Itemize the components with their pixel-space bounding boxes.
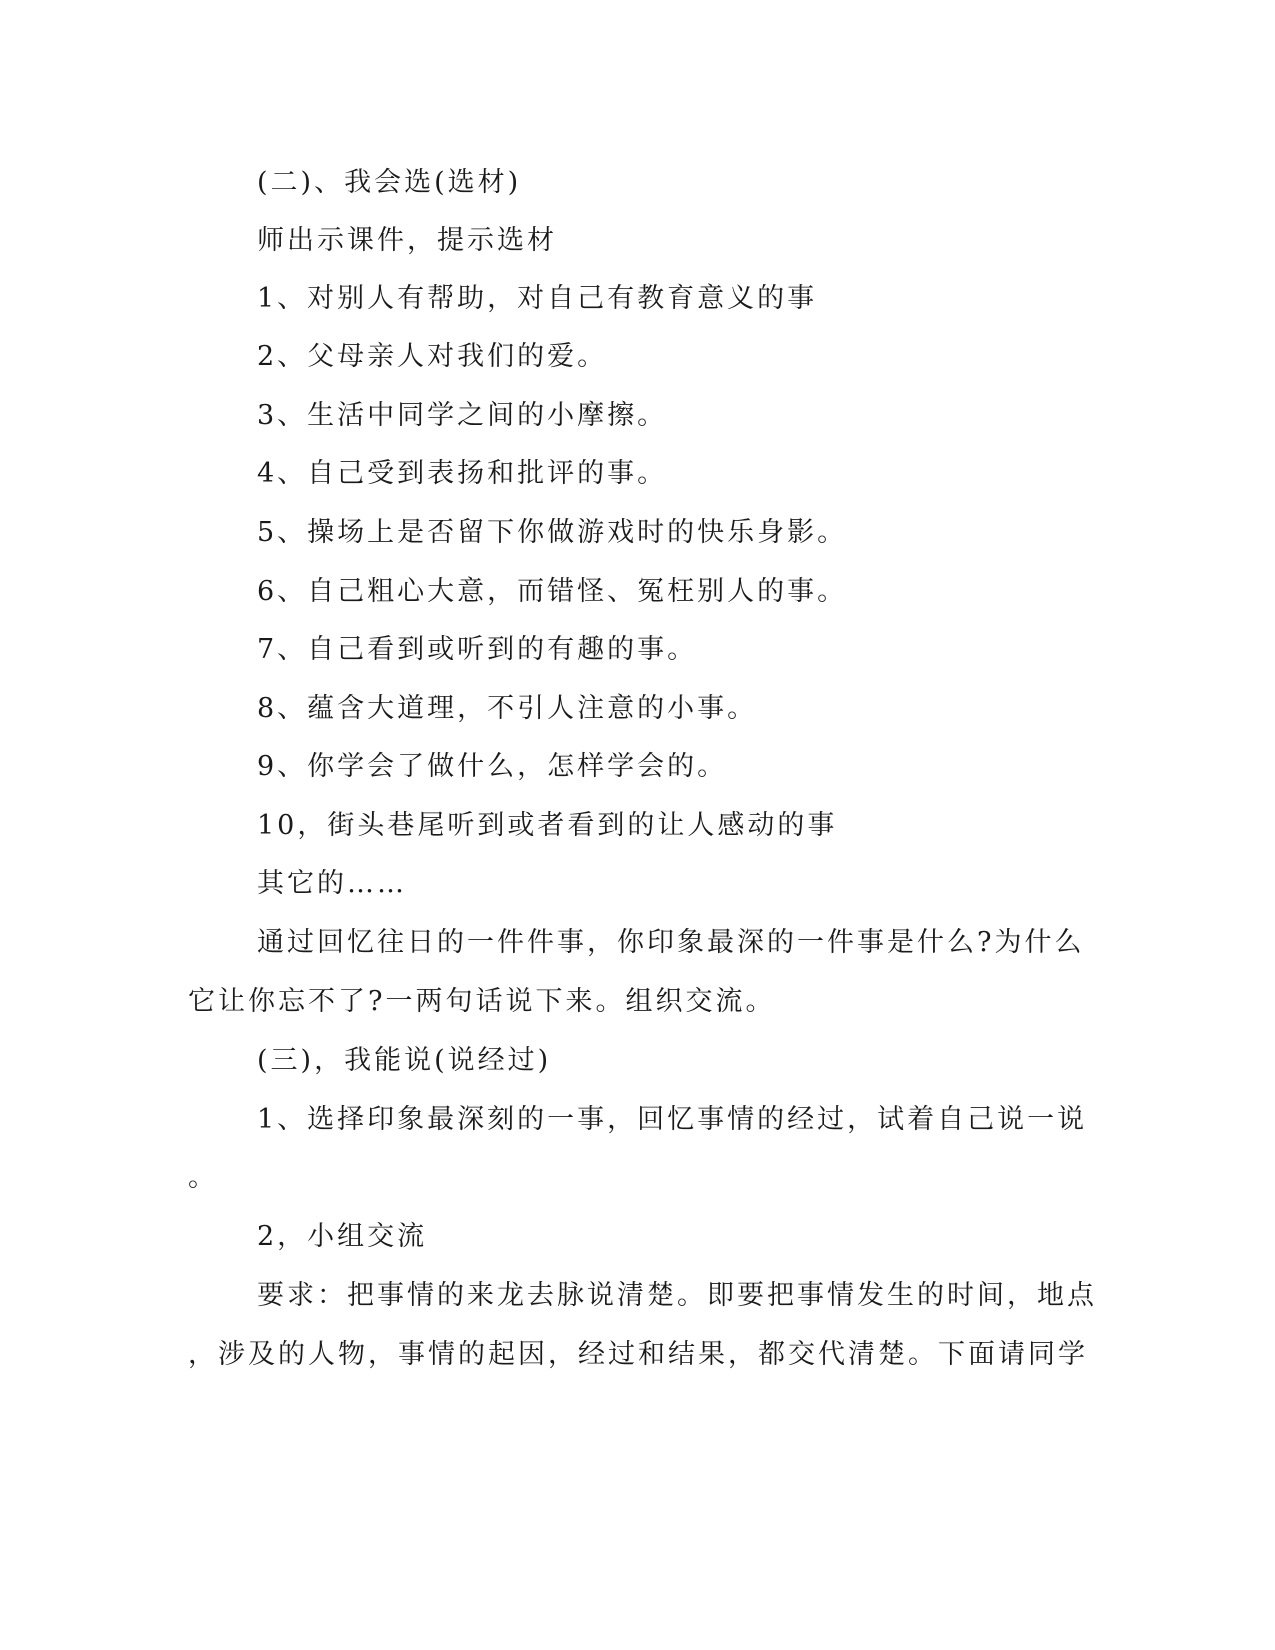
list-item: 5、操场上是否留下你做游戏时的快乐身影。 xyxy=(257,517,848,548)
list-item: 4、自己受到表扬和批评的事。 xyxy=(257,458,668,489)
paragraph-line: 。 xyxy=(188,1162,218,1193)
list-item: 10，街头巷尾听到或者看到的让人感动的事 xyxy=(257,810,838,841)
paragraph-line: 师出示课件，提示选材 xyxy=(257,225,557,256)
paragraph-line: 它让你忘不了?一两句话说下来。组织交流。 xyxy=(188,986,776,1017)
list-item: 6、自己粗心大意，而错怪、冤枉别人的事。 xyxy=(257,576,848,607)
paragraph-line: 通过回忆往日的一件件事，你印象最深的一件事是什么?为什么 xyxy=(257,927,1085,958)
paragraph-line: ，涉及的人物，事情的起因，经过和结果，都交代清楚。下面请同学 xyxy=(188,1339,1088,1370)
paragraph-line: 其它的…… xyxy=(257,868,407,899)
section-heading-narrate: (三)，我能说(说经过) xyxy=(257,1045,552,1076)
list-item: 9、你学会了做什么，怎样学会的。 xyxy=(257,751,728,782)
paragraph-line: 2，小组交流 xyxy=(257,1221,428,1252)
list-item: 2、父母亲人对我们的爱。 xyxy=(257,341,608,372)
list-item: 1、对别人有帮助，对自己有教育意义的事 xyxy=(257,283,818,314)
paragraph-line: 1、选择印象最深刻的一事，回忆事情的经过，试着自己说一说 xyxy=(257,1104,1088,1135)
list-item: 3、生活中同学之间的小摩擦。 xyxy=(257,400,668,431)
list-item: 8、蕴含大道理，不引人注意的小事。 xyxy=(257,693,758,724)
paragraph-line: 要求：把事情的来龙去脉说清楚。即要把事情发生的时间，地点 xyxy=(257,1280,1097,1311)
section-heading-select-material: (二)、我会选(选材) xyxy=(257,167,522,198)
list-item: 7、自己看到或听到的有趣的事。 xyxy=(257,634,698,665)
